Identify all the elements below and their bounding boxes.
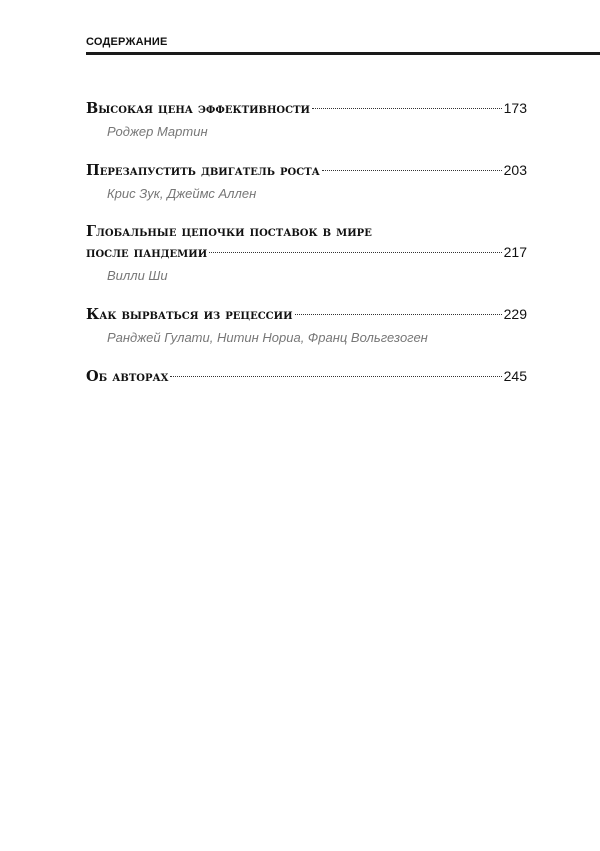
toc-entry-page: 245 bbox=[503, 368, 527, 384]
toc-entry-title: Высокая цена эффективности bbox=[86, 100, 310, 117]
table-of-contents bbox=[86, 98, 527, 406]
toc-entry bbox=[86, 304, 527, 347]
dot-leader bbox=[322, 170, 502, 171]
toc-entry-title: Как вырваться из рецессии bbox=[86, 306, 293, 323]
running-head: СОДЕРЖАНИЕ bbox=[86, 36, 168, 48]
toc-entry bbox=[86, 366, 527, 387]
toc-entry-page: 173 bbox=[503, 100, 527, 116]
toc-entry-page: 229 bbox=[503, 306, 527, 322]
toc-entry bbox=[86, 98, 527, 141]
dot-leader bbox=[312, 108, 502, 109]
dot-leader bbox=[170, 376, 501, 377]
toc-entry-author: Роджер Мартин bbox=[107, 124, 208, 139]
toc-entry-page: 203 bbox=[503, 162, 527, 178]
toc-entry-line[interactable] bbox=[86, 242, 527, 263]
toc-entry-author: Ранджей Гулати, Нитин Нориа, Франц Вольгезоген bbox=[107, 330, 428, 345]
toc-entry-author: Крис Зук, Джеймс Аллен bbox=[107, 186, 257, 201]
toc-entry-page: 217 bbox=[503, 244, 527, 260]
toc-entry bbox=[86, 160, 527, 203]
toc-entry-line[interactable] bbox=[86, 98, 527, 119]
toc-entry-title: Перезапустить двигатель роста bbox=[86, 162, 320, 179]
toc-entry-line[interactable] bbox=[86, 160, 527, 181]
dot-leader bbox=[209, 252, 501, 253]
toc-entry-title-line2: после пандемии bbox=[86, 244, 208, 261]
dot-leader bbox=[295, 314, 502, 315]
toc-entry bbox=[86, 222, 527, 285]
header-rule bbox=[86, 52, 600, 55]
toc-entry-line[interactable] bbox=[86, 304, 527, 325]
toc-entry-title: Об авторах bbox=[86, 368, 169, 385]
toc-entry-title-line1: Глобальные цепочки поставок в мире bbox=[86, 223, 372, 240]
toc-entry-author: Вилли Ши bbox=[107, 268, 168, 283]
toc-entry-line[interactable] bbox=[86, 366, 527, 387]
